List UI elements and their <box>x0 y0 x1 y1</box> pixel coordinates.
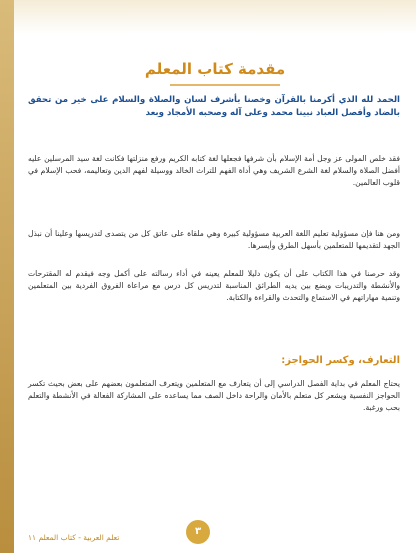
header-band <box>14 0 416 34</box>
body-paragraph: ومن هنا فإن مسؤولية تعليم اللغة العربية مسؤولية كبيرة وهي ملقاة على عاتق كل من يتصدى لتدريسها وعلينا أن نبذل الجهد لتقديمها للمتعلمين بأسهل الطرق وأيسرها. <box>28 229 400 250</box>
decorative-sidebar <box>0 0 14 553</box>
section-paragraph: يحتاج المعلم في بداية الفصل الدراسي إلى أن يتعارف مع المتعلمين ويتعرف المتعلمون بعضهم على بعض بحيث تكسر الحواجز النفسية ويشعر كل متعلم بالأمان والراحة داخل الصف مما يساعده على المشاركة الفعالة في الأنشطة والتعلم بحب ورغبة. <box>28 379 400 412</box>
body-paragraph: فقد خلص المولى عز وجل أمة الإسلام بأن شرفها فجعلها لغة كتابه الكريم ورفع منزلتها فكانت لغة سيد المرسلين عليه أفضل الصلاة والسلام لغة الشرع الشريف وهي أداة الفهم للتراث الخالد ووسيلة لفهم الدين وتعاليمه، فحب الإسلام في قلوب العالمين. <box>28 154 400 187</box>
page-number-badge: ٣ <box>186 520 210 544</box>
title-underline <box>170 84 280 86</box>
intro-paragraph: الحمد لله الذي أكرمنا بالقرآن وخصنا بأشرف لسان والصلاة والسلام على خير من تحقق بالضاد وأفصل العباد نبينا محمد وعلى آله وصحبه الأمجاد وبعد <box>28 95 400 118</box>
page-title: مقدمة كتاب المعلم <box>144 60 286 78</box>
footer-book-title: تعلم العربية - كتاب المعلم ١١ <box>28 533 120 542</box>
body-paragraph: وقد حرصنا في هذا الكتاب على أن يكون دليلا للمعلم يعينه في أداء رسالته على أكمل وجه فيقدم له المقترحات والأنشطة والتدريبات ويضع بين يديه الطرائق المناسبة لتدريس كل درس مع مراعاة الفروق الفردية بين المتعلمين وتنمية مهاراتهم في الاستماع والتحدث والقراءة والكتابة. <box>28 269 400 302</box>
section-heading: التعارف، وكسر الحواجز: <box>281 355 400 366</box>
